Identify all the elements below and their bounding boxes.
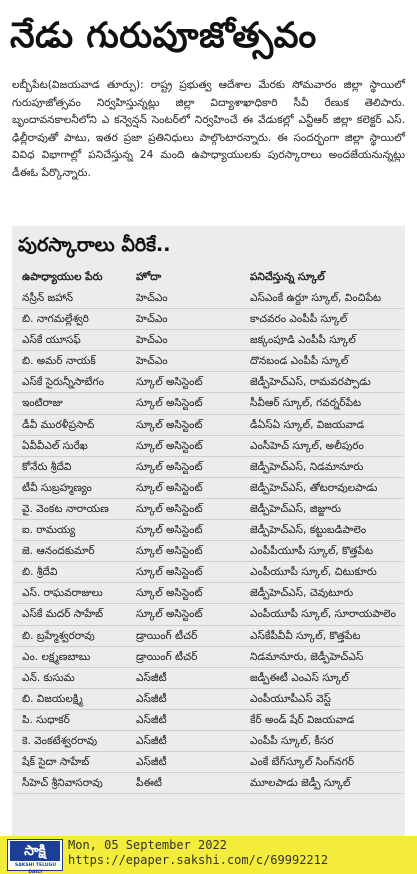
column-header-designation: హోదా	[136, 271, 162, 283]
table-row	[14, 288, 403, 309]
school: జక్కంపూడి ఎంపీపీ స్కూల్	[250, 334, 356, 347]
teacher-name: కోనేరు శ్రీదేవి	[22, 460, 72, 473]
teacher-name: కె. వెంకటేశ్వరరావు	[22, 734, 98, 747]
designation: స్కూల్ అసిస్టెంట్	[136, 460, 203, 473]
table-row	[14, 457, 403, 478]
awards-box-title: పురస్కారాలు వీరికే..	[18, 234, 171, 256]
designation: స్కూల్ అసిస్టెంట్	[136, 545, 203, 558]
designation: స్కూల్ అసిస్టెంట్	[136, 566, 203, 579]
designation: హెచ్ఎం	[136, 313, 168, 326]
teacher-name: వై. వెంకట నారాయణ	[22, 502, 109, 515]
teacher-name: నస్రీన్ జహాన్	[22, 292, 73, 304]
school: జెడ్పీహెచ్ఎస్, చెవుటూరు	[250, 587, 354, 600]
designation: స్కూల్ అసిస్టెంట్	[136, 524, 203, 537]
designation: హెచ్ఎం	[136, 292, 168, 304]
school: కాచవరం ఎంపీపీ స్కూల్	[250, 313, 348, 326]
epaper-url[interactable]: https://epaper.sakshi.com/c/69992212	[68, 853, 329, 867]
column-header-school: పనిచేస్తున్న స్కూల్	[250, 271, 325, 283]
table-row	[14, 731, 403, 752]
designation: పీఈటీ	[136, 777, 163, 790]
school: సీవీఆర్ స్కూల్, గవర్నర్‌పేట	[250, 397, 362, 410]
table-row	[14, 415, 403, 436]
article-body: లబ్బీపేట(విజయవాడ తూర్పు): రాష్ట్ర ప్రభుత్వ ఆదేశాల మేరకు సోమవారం జిల్లా స్థాయిలో గురుపూజోత్సవం నిర్వహిస్తున్నట్లు జిల్లా విద్యాశాఖాధికారి సీవీ రేణుక తెలిపారు. బృందావనకాలనీలోని ఎ కన్వెన్షన్ సెంటర్‌లో నిర్వహించే ఈ వేడుకల్లో ఎన్టీఆర్ జిల్లా కలెక్టర్ ఎస్. ఢిల్లీరావుతో పాటు, ఇతర ప్రజా ప్రతినిధులు పాల్గొంటారన్నారు. ఈ సందర్భంగా జిల్లా స్థాయిలో వివిధ విభాగాల్లో పనిచేస్తున్న 24 మంది ఉపాధ్యాయులకు పురస్కారాలు అందజేయనున్నట్లు డీఈఓ పేర్కొన్నారు.	[12, 79, 405, 179]
teacher-name: ఏవీవీఎల్ సురేఖ	[22, 439, 88, 452]
table-row	[14, 351, 403, 372]
teacher-name: పి. సుధాకర్	[22, 713, 70, 726]
designation: స్కూల్ అసిస్టెంట్	[136, 481, 203, 494]
table-row	[14, 436, 403, 457]
teacher-name: ఇంటిరాజు	[22, 397, 63, 410]
school: జడ్పీఈటీ ఎంఎస్ స్కూల్	[250, 671, 349, 684]
teacher-name: సీహెచ్ శ్రీనివాసరావు	[22, 777, 103, 790]
table-row	[14, 562, 403, 583]
sakshi-logo	[7, 839, 63, 874]
school: ఎస్ఎంకే ఉర్దూ స్కూల్, వించిపేట	[250, 292, 382, 304]
table-row	[14, 752, 403, 773]
designation: డ్రాయింగ్ టీచర్	[136, 650, 198, 663]
designation: హెచ్ఎం	[136, 334, 168, 347]
designation: ఎస్‌జీటీ	[136, 756, 167, 769]
designation: హెచ్ఎం	[136, 355, 168, 368]
table-row	[14, 689, 403, 710]
designation: ఎస్‌జీటీ	[136, 734, 167, 747]
table-row	[14, 668, 403, 689]
school: ఎస్‌కేపీవీవీ స్కూల్, కొత్తపేట	[250, 629, 361, 642]
school: దొనబండ ఎంపీపీ స్కూల్	[250, 355, 349, 368]
designation: స్కూల్ అసిస్టెంట్	[136, 376, 203, 389]
teacher-name: బి. నాగమల్లేశ్వరి	[22, 313, 89, 326]
teacher-name: జె. ఆనందకుమార్	[22, 545, 95, 558]
column-header-teacher-name: ఉపాధ్యాయుల పేరు	[22, 271, 103, 283]
school: ఎంపీపీయూపీ స్కూల్, కొత్తపేట	[250, 545, 374, 558]
school: కేర్ అండ్ షేర్ విజయవాడ	[250, 713, 355, 726]
school: ఎంకే బేగ్‌స్కూల్ సింగ్‌నగర్	[250, 756, 355, 769]
school: ఎంపీయూపీ స్కూల్, చిటుకూరు	[250, 566, 377, 579]
edition-date: Mon, 05 September 2022	[68, 838, 227, 852]
table-row	[14, 583, 403, 604]
school: డీఏస్ఏ స్కూల్, విజయవాడ	[250, 418, 365, 431]
school: జెడ్పీహెచ్ఎస్, జిజ్జూరు	[250, 502, 342, 515]
designation: ఎస్‌జీటీ	[136, 713, 167, 726]
teacher-name: డీవీ మురళీప్రసాద్	[22, 418, 95, 431]
school: జెడ్పీహెచ్ఎస్, రామవరప్పాడు	[250, 376, 371, 389]
table-row	[14, 478, 403, 499]
teacher-name: ఎన్. కుసుమ	[22, 671, 75, 684]
school: నిడమానూరు, జెడ్పీహెచ్ఎస్	[250, 650, 364, 663]
teacher-name: ఎం. లక్ష్మణబాబు	[22, 650, 91, 663]
teacher-name: ఎస్‌కే సైరున్నీసాబేగం	[22, 376, 104, 389]
teacher-name: ఐ. రామయ్య	[22, 524, 76, 537]
sakshi-logo-subtitle: SAKSHI TELUGU DAILY	[14, 863, 57, 874]
table-row	[14, 626, 403, 647]
designation: స్కూల్ అసిస్టెంట్	[136, 397, 203, 410]
designation: స్కూల్ అసిస్టెంట్	[136, 608, 203, 621]
teacher-name: బి. విజయలక్ష్మి	[22, 692, 83, 705]
school: జెడ్పీహెచ్ఎస్, నిడమానూరు	[250, 460, 364, 473]
teacher-name: టీవీ సుబ్రహ్మణ్యం	[22, 481, 92, 494]
table-row	[14, 330, 403, 351]
teacher-name: షేక్ సైదా సాహేబ్	[22, 756, 90, 769]
table-row	[14, 372, 403, 393]
designation: స్కూల్ అసిస్టెంట్	[136, 502, 203, 515]
table-row	[14, 604, 403, 625]
teacher-name: ఎస్. రాఘవరాజులు	[22, 587, 103, 600]
table-row	[14, 499, 403, 520]
school: మూలపాడు జెడ్పీ స్కూల్	[250, 777, 351, 790]
school: ఎంపీపీ స్కూల్, కీసర	[250, 734, 334, 747]
awards-table	[14, 288, 403, 794]
table-row	[14, 773, 403, 794]
school: ఎంపీయూపీఎస్ వెస్ట్	[250, 692, 331, 705]
teacher-name: బి. బ్రహ్మేశ్వరరావు	[22, 629, 95, 642]
designation: డ్రాయింగ్ టీచర్	[136, 629, 198, 642]
teacher-name: ఎస్‌కే మదర్ సాహేబ్	[22, 608, 104, 621]
school: ఎంసీహెచ్ స్కూల్, అలీపురం	[250, 439, 364, 452]
school: ఎంపీయూపీ స్కూల్, సూరాయపాలెం	[250, 608, 396, 621]
table-row	[14, 393, 403, 414]
teacher-name: బి. అమర్ నాయక్	[22, 355, 96, 368]
article-headline: నేడు గురుపూజోత్సవం	[10, 16, 317, 56]
teacher-name: బి. శ్రీదేవి	[22, 566, 58, 579]
designation: స్కూల్ అసిస్టెంట్	[136, 439, 203, 452]
school: జెడ్పీహెచ్ఎస్, తోటరావులపాడు	[250, 481, 378, 494]
teacher-name: ఎస్‌కే యూసఫ్	[22, 334, 81, 347]
designation: ఎస్‌జీటీ	[136, 692, 167, 705]
sakshi-logo-mark: సాక్షి	[10, 841, 60, 861]
designation: స్కూల్ అసిస్టెంట్	[136, 418, 203, 431]
table-row	[14, 710, 403, 731]
table-row	[14, 647, 403, 668]
school: జెడ్పీహెచ్ఎస్, కట్టుబడిపాలెం	[250, 524, 367, 537]
table-row	[14, 541, 403, 562]
table-row	[14, 309, 403, 330]
table-row	[14, 520, 403, 541]
designation: స్కూల్ అసిస్టెంట్	[136, 587, 203, 600]
designation: ఎస్‌జీటీ	[136, 671, 167, 684]
